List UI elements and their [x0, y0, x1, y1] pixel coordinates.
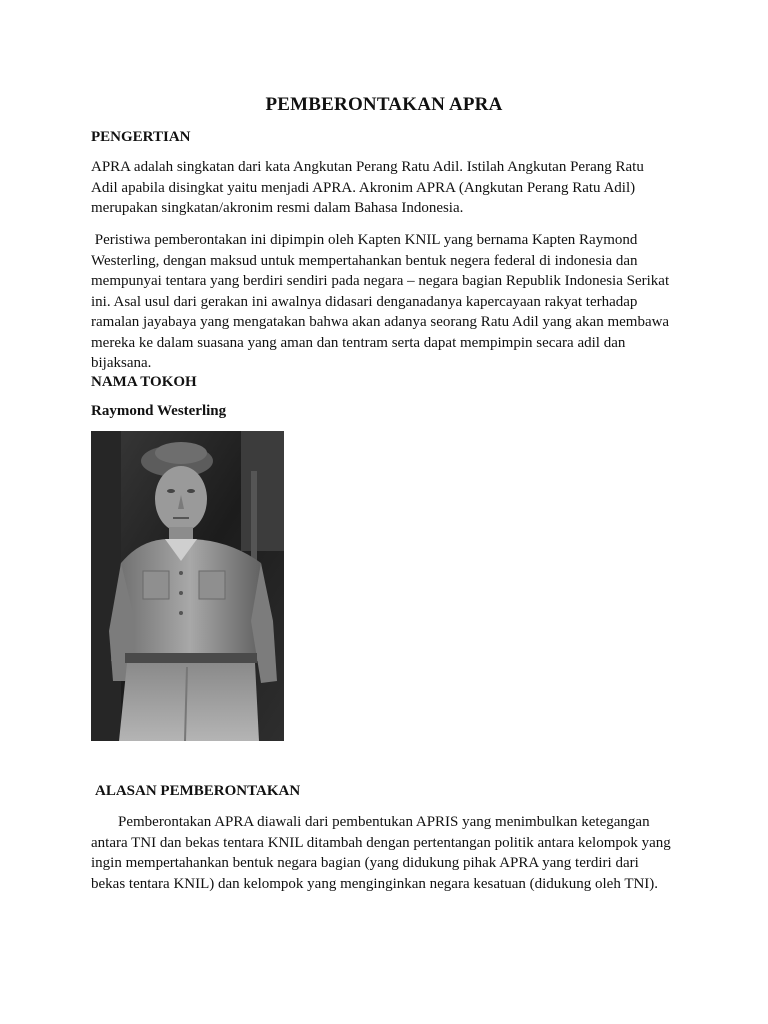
text-line: APRA adalah singkatan dari kata Angkutan Perang Ratu Adil. Istilah Angkutan Perang Ratu: [91, 159, 644, 175]
text-line: Westerling, dengan maksud untuk mempertahankan bentuk negera federal di indonesia dan: [91, 252, 638, 269]
text-line: ramalan jayabaya yang mengatakan bahwa akan adanya seorang Ratu Adil yang akan membawa: [91, 314, 670, 330]
paragraph-pengertian-1: [91, 157, 681, 219]
text-line: merupakan singkatan/akronim resmi dalam Bahasa Indonesia.: [91, 200, 464, 216]
text-line: Peristiwa pemberontakan ini dipimpin oleh Kapten KNIL yang bernama Kapten Raymond: [91, 232, 638, 248]
heading-pengertian: PENGERTIAN: [91, 129, 191, 145]
text-line: bijaksana.: [91, 355, 152, 371]
portrait-photo: [91, 431, 284, 741]
heading-nama-tokoh: NAMA TOKOH: [91, 374, 197, 390]
text-line: Pemberontakan APRA diawali dari pembentukan APRIS yang menimbulkan ketegangan: [118, 814, 650, 830]
text-line: antara TNI dan bekas tentara KNIL ditambah dengan pertentangan politik antara kelompok yang: [91, 834, 671, 851]
text-line: ingin mempertahankan bentuk negara bagian (yang didukung pihak APRA yang terdiri dari: [91, 855, 639, 871]
text-line: bekas tentara KNIL) dan kelompok yang menginginkan negara kesatuan (didukung oleh TNI).: [91, 875, 659, 892]
text-line: Adil apabila disingkat yaitu menjadi APRA. Akronim APRA (Angkutan Perang Ratu Adil): [91, 179, 636, 196]
tokoh-name: Raymond Westerling: [91, 403, 227, 419]
paragraph-pengertian-2: [91, 230, 681, 374]
heading-alasan: ALASAN PEMBERONTAKAN: [95, 783, 301, 799]
paragraph-alasan: [91, 812, 681, 894]
text-line: ini. Asal usul dari gerakan ini awalnya didasari denganadanya kapercayaan rakyat terhadap: [91, 293, 638, 310]
text-line: mempunyai tentara yang berdiri sendiri pada negara – negara bagian Republik Indonesia Serikat: [91, 273, 670, 289]
text-line: mereka ke dalam suasana yang aman dan tentram serta dapat mempimpin secara adil dan: [91, 334, 626, 351]
page-title: PEMBERONTAKAN APRA: [265, 94, 503, 115]
